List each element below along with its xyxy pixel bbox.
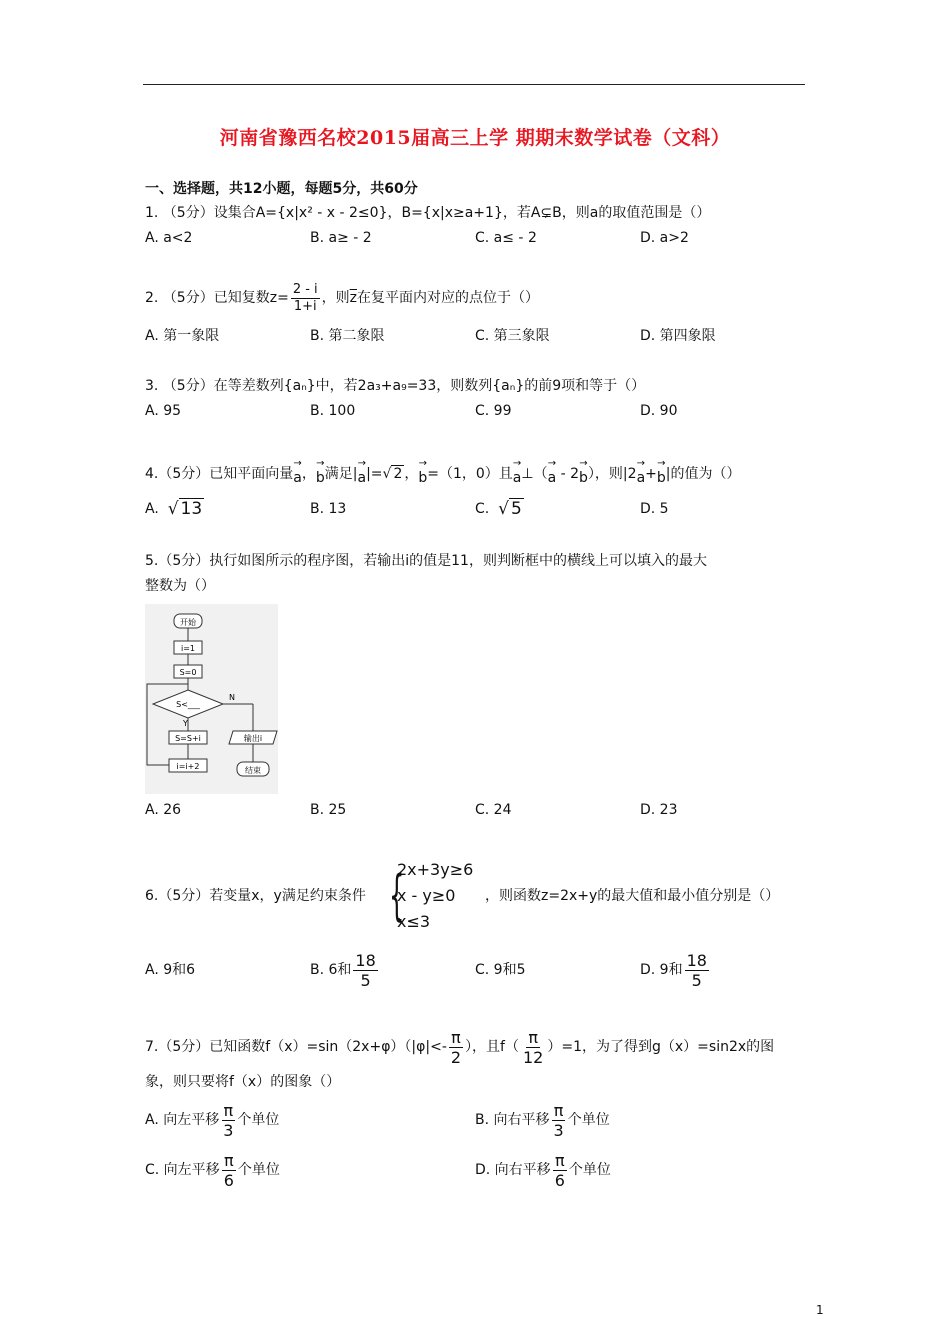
question-7-line-2: 象，则只要将f（x）的图象（） (145, 1074, 341, 1090)
q2-fraction (291, 282, 320, 315)
q4-text-3: 满足| (324, 466, 358, 482)
q6-option-b (310, 950, 380, 990)
flow-cond-text: S<___ (176, 700, 200, 709)
q2-zbar: $\overline{z}$ (349, 290, 358, 306)
q7-text-3: ）=1，为了得到g（x）=sin2x的图 (547, 1039, 775, 1055)
pi: π (553, 1100, 564, 1120)
vector-a: → a (512, 458, 522, 486)
q7-frac-pi-12 (521, 1028, 545, 1067)
unit-text: 个单位 (237, 1162, 280, 1178)
pi: π (451, 1027, 461, 1047)
vector-b: → b (418, 458, 428, 486)
q4-text-7: ⊥（ (521, 466, 548, 482)
question-6-stem-b: ，则函数z=2x+y的最大值和最小值分别是（） (485, 888, 780, 904)
flowchart-svg (145, 604, 278, 794)
vector-b: → b (315, 458, 325, 486)
q5-option-d: D. 23 (640, 802, 678, 818)
pi: π (223, 1100, 234, 1120)
q4-opt-a-rad: 13 (180, 499, 203, 519)
q6-opt-b-pre: B. 6和 (310, 962, 352, 978)
q1-option-d: D. a>2 (640, 230, 689, 246)
flow-init-i-text: i=1 (180, 644, 196, 653)
q4-opt-c-rad: 5 (510, 499, 522, 519)
q3-option-c: C. 99 (475, 403, 512, 419)
q2-option-d: D. 第四象限 (640, 328, 716, 344)
q4-option-c (475, 499, 524, 519)
den-6: 6 (554, 1170, 565, 1190)
q5-option-b: B. 25 (310, 802, 347, 818)
q4-text-4: |= (366, 466, 383, 482)
q2-suffix: 在复平面内对应的点位于（） (357, 290, 540, 306)
q4-text-8: - 2 (556, 466, 580, 482)
question-4-stem (145, 458, 810, 487)
q4-opt-c-label: C. (475, 501, 490, 517)
vector-a: → a (636, 458, 646, 486)
pi: π (528, 1027, 538, 1047)
q4-text-1: 4.（5分）已知平面向量 (145, 466, 294, 482)
flow-update-i-text: i=i+2 (176, 762, 200, 771)
constraint-3: x≤3 (397, 912, 431, 931)
flowchart-figure (145, 604, 278, 794)
header-rule (143, 84, 805, 85)
q4-opt-a-label: A. (145, 501, 159, 517)
q7-option-c (145, 1150, 280, 1190)
q6-opt-d-pre: D. 9和 (640, 962, 683, 978)
q4-text-5: ， (404, 466, 419, 482)
frac-den: 5 (360, 970, 371, 990)
q6-opt-d-frac (685, 951, 709, 990)
flow-no-label: N (229, 693, 235, 702)
pi: π (554, 1150, 565, 1170)
q7-option-a (145, 1100, 279, 1140)
question-6-stem-a: 6.（5分）若变量x，y满足约束条件 (145, 888, 366, 904)
vector-a: → a (357, 458, 367, 486)
q4-option-a (145, 499, 204, 519)
q7-opt-a-frac (221, 1101, 235, 1140)
q1-option-c: C. a≤ - 2 (475, 230, 537, 246)
sqrt-5: √ 5 (498, 499, 522, 519)
q4-text-9: ），则|2 (587, 466, 637, 482)
sqrt-2: √ 2 (382, 466, 403, 482)
q4-b: b (418, 470, 428, 486)
question-5-line-2: 整数为（） (145, 578, 215, 594)
q4-b: b (579, 470, 588, 486)
question-7-line-1 (145, 1027, 810, 1067)
q2-option-b: B. 第二象限 (310, 328, 385, 344)
q2-option-a: A. 第一象限 (145, 328, 220, 344)
q7-opt-d-pre: D. 向右平移 (475, 1162, 551, 1178)
q4-option-b: B. 13 (310, 501, 347, 517)
q6-option-a: A. 9和6 (145, 962, 196, 978)
q7-text-2: ），且f（ (465, 1039, 519, 1055)
q1-option-a: A. a<2 (145, 230, 193, 246)
flow-init-s-text: S=0 (179, 668, 197, 677)
q4-a: a (636, 470, 646, 486)
constraint-2: x - y≥0 (397, 886, 456, 905)
q5-option-a: A. 26 (145, 802, 182, 818)
question-3-stem: 3. （5分）在等差数列{aₙ}中，若2a₃+a₉=33，则数列{aₙ}的前9项和等于（） (145, 378, 646, 394)
q7-frac-pi-2 (449, 1028, 463, 1067)
constraint-system (397, 857, 473, 935)
question-2-stem (145, 281, 810, 315)
frac-num: 18 (355, 950, 376, 970)
den-12: 12 (523, 1047, 544, 1067)
sqrt-13: √ 13 (167, 499, 203, 519)
q5-option-c: C. 24 (475, 802, 512, 818)
q7-opt-b-frac (552, 1101, 566, 1140)
flow-start-text: 开始 (180, 618, 196, 627)
q7-opt-c-frac (222, 1151, 236, 1190)
question-5-line-1: 5.（5分）执行如图所示的程序图，若输出i的值是11，则判断框中的横线上可以填入的最大 (145, 553, 707, 569)
constraint-brace: { (389, 864, 405, 927)
q7-option-b (475, 1100, 610, 1140)
q3-option-b: B. 100 (310, 403, 356, 419)
q4-b: b (656, 470, 666, 486)
q7-option-d (475, 1150, 611, 1190)
q3-option-a: A. 95 (145, 403, 182, 419)
flow-output-text: 输出i (243, 734, 263, 743)
q7-opt-a-pre: A. 向左平移 (145, 1112, 220, 1128)
q4-text-6: =（1，0）且 (427, 466, 513, 482)
frac-den: 5 (691, 970, 702, 990)
q7-opt-c-pre: C. 向左平移 (145, 1162, 220, 1178)
section-heading: 一、选择题，共12小题，每题5分，共60分 (145, 181, 418, 197)
unit-text: 个单位 (237, 1112, 280, 1128)
frac-num: 18 (686, 950, 707, 970)
q4-text-11: |的值为（） (665, 466, 741, 482)
pi: π (223, 1150, 234, 1170)
constraint-1: 2x+3y≥6 (397, 860, 474, 879)
q4-a: a (357, 470, 367, 486)
q4-option-d: D. 5 (640, 501, 669, 517)
den-3: 3 (553, 1120, 564, 1140)
page-title: 河南省豫西名校2015届高三上学 期期末数学试卷（文科） (219, 127, 731, 149)
q7-text-1: 7.（5分）已知函数f（x）=sin（2x+φ）（|φ|<- (145, 1039, 447, 1055)
q2-prefix: 2. （5分）已知复数 (145, 290, 270, 306)
q4-text-10: + (645, 466, 657, 482)
q4-a: a (547, 470, 557, 486)
q2-num: 2 - i (292, 281, 318, 297)
q1-option-b: B. a≥ - 2 (310, 230, 372, 246)
q2-option-c: C. 第三象限 (475, 328, 550, 344)
q3-option-d: D. 90 (640, 403, 678, 419)
q7-opt-d-frac (553, 1151, 567, 1190)
q6-option-c: C. 9和5 (475, 962, 526, 978)
q4-a: a (293, 470, 302, 486)
question-1-stem: 1. （5分）设集合A={x|x² - x - 2≤0}，B={x|x≥a+1}，若A⊊B，则a的取值范围是（） (145, 205, 711, 221)
q2-den: 1+i (293, 298, 317, 314)
q4-text-2: ， (301, 466, 316, 482)
den-2: 2 (450, 1047, 462, 1067)
q2-z: z= (269, 290, 289, 306)
flow-update-s-text: S=S+i (175, 734, 201, 743)
unit-text: 个单位 (567, 1112, 610, 1128)
den-6: 6 (223, 1170, 234, 1190)
flow-yes-label: Y (183, 719, 188, 728)
vector-b: → b (656, 458, 666, 486)
q4-b: b (315, 470, 325, 486)
den-3: 3 (223, 1120, 234, 1140)
q7-opt-b-pre: B. 向右平移 (475, 1112, 550, 1128)
q6-option-d (640, 950, 711, 990)
vector-b: → b (579, 458, 588, 486)
q6-opt-b-frac (353, 951, 377, 990)
unit-text: 个单位 (568, 1162, 611, 1178)
vector-a: → a (547, 458, 557, 486)
q4-sqrt2: 2 (393, 466, 403, 482)
flow-end-text: 结束 (245, 766, 261, 775)
page-number: 1 (816, 1303, 824, 1317)
vector-a: → a (293, 458, 302, 486)
q4-a: a (512, 470, 522, 486)
q2-mid: ，则 (321, 290, 350, 306)
